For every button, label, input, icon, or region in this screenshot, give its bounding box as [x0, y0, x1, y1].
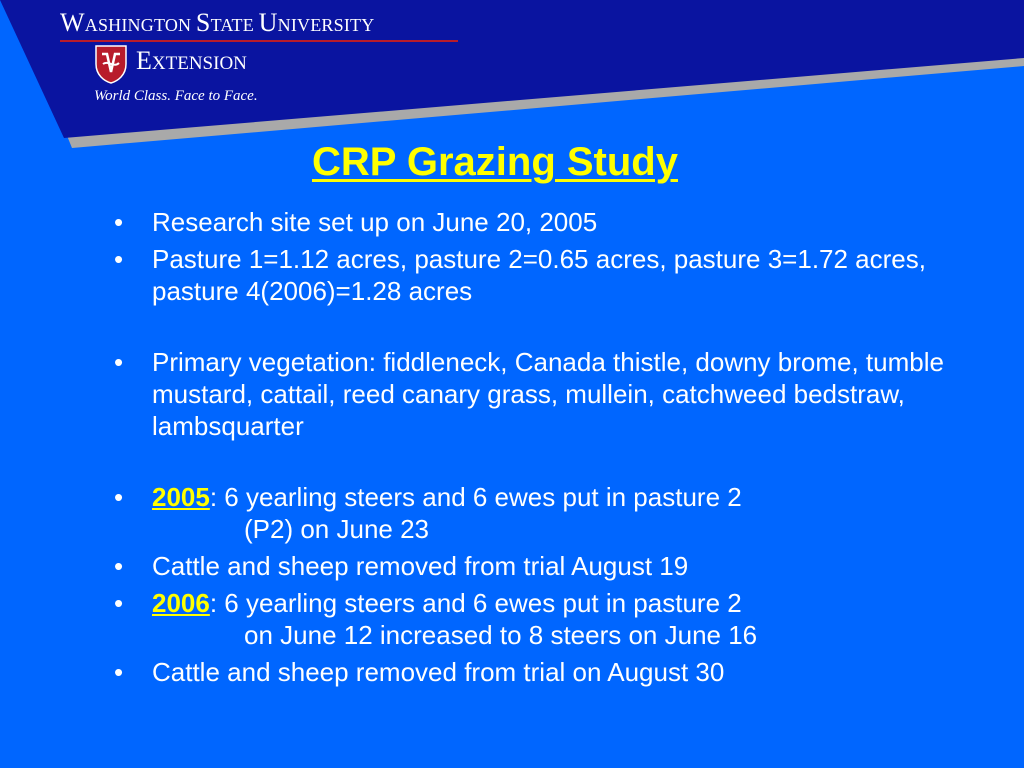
- bullet-dot: •: [114, 657, 124, 687]
- bullet-item: [112, 346, 972, 442]
- wsu-extension-logo: [58, 4, 460, 108]
- bullet-dot: •: [114, 482, 124, 512]
- bullet-continuation: on June 12 increased to 8 steers on June 16: [244, 620, 758, 650]
- bullet-text: : 6 yearling steers and 6 ewes put in pasture 2: [209, 588, 742, 618]
- logo-university-name: WASHINGTON STATE UNIVERSITY: [60, 8, 375, 37]
- bullet-item: [112, 243, 972, 307]
- bullet-text: Primary vegetation: fiddleneck, Canada thistle, downy brome, tumble mustard, cattail, reed canary grass, mullein, catchweed bedstraw, lambsquarter: [152, 347, 944, 441]
- bullet-text: Cattle and sheep removed from trial August 19: [152, 551, 689, 581]
- bullet-dot: •: [114, 347, 124, 377]
- bullet-text: Research site set up on June 20, 2005: [152, 207, 598, 237]
- bullet-text: : 6 yearling steers and 6 ewes put in pasture 2: [209, 482, 742, 512]
- bullet-item: [112, 206, 972, 238]
- logo-divider: [60, 40, 458, 42]
- bullet-item: [112, 656, 972, 688]
- bullet-continuation: (P2) on June 23: [244, 514, 430, 544]
- bullet-item: [112, 587, 972, 651]
- bullet-dot: •: [114, 244, 124, 274]
- bullet-text: Cattle and sheep removed from trial on August 30: [152, 657, 725, 687]
- bullet-text: Pasture 1=1.12 acres, pasture 2=0.65 acres, pasture 3=1.72 acres, pasture 4(2006)=1.28 acres: [152, 244, 926, 306]
- logo-tagline: World Class. Face to Face.: [94, 88, 258, 104]
- bullet-item: [112, 481, 972, 545]
- bullet-dot: •: [114, 551, 124, 581]
- bullet-dot: •: [114, 588, 124, 618]
- bullet-item: [112, 550, 972, 582]
- bullet-dot: •: [114, 207, 124, 237]
- year-label: 2005: [152, 482, 210, 512]
- bullet-list: [112, 206, 972, 693]
- logo-extension: EXTENSION: [136, 46, 247, 75]
- slide-title: CRP Grazing Study: [312, 140, 678, 184]
- wsu-shield-icon: [94, 44, 128, 84]
- year-label: 2006: [152, 588, 210, 618]
